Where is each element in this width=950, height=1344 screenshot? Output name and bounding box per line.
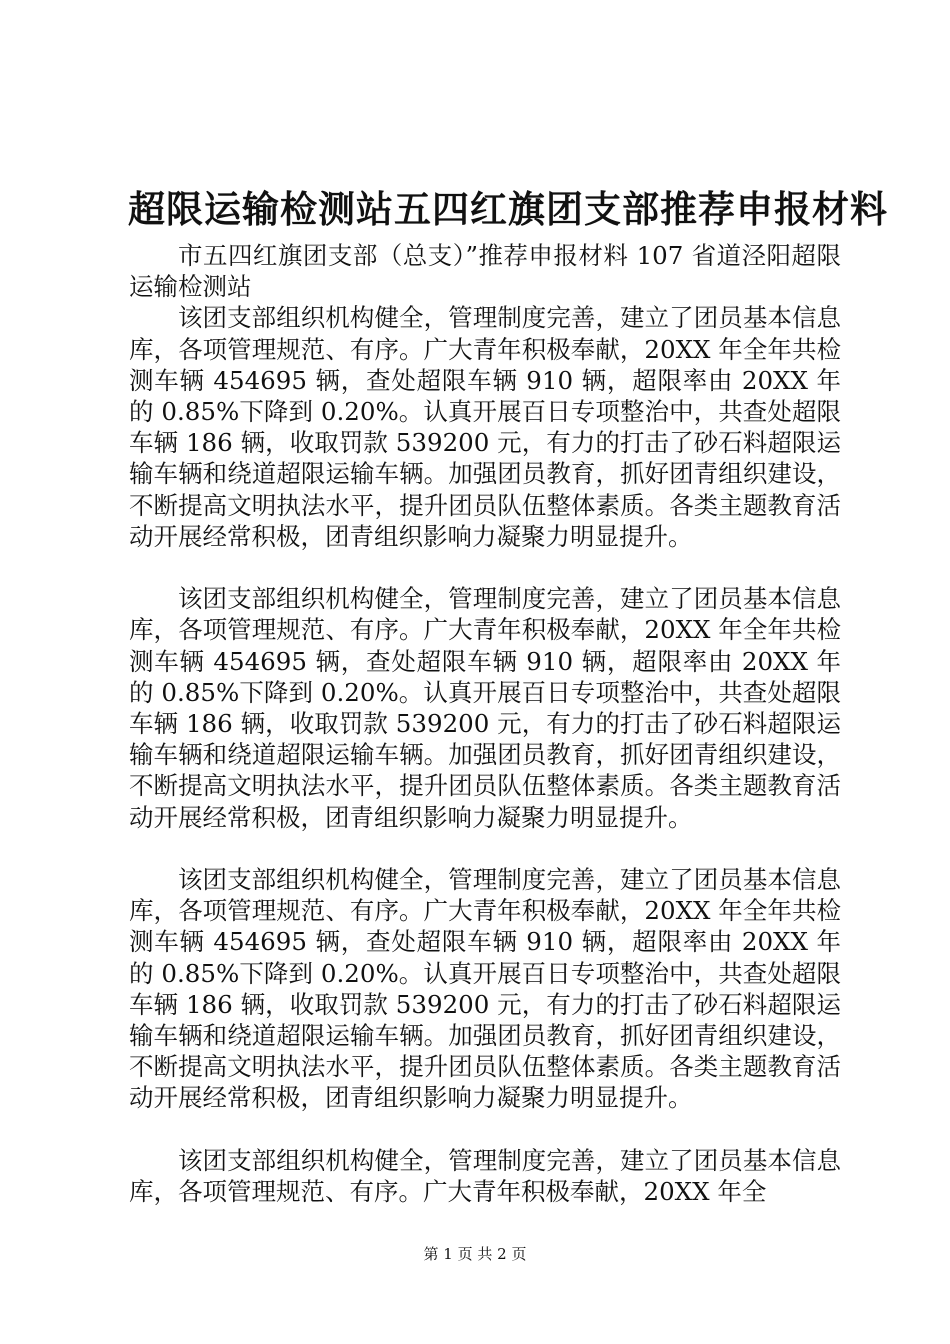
document-title: 超限运输检测站五四红旗团支部推荐申报材料	[128, 187, 888, 231]
paragraph-body-4: 该团支部组织机构健全，管理制度完善，建立了团员基本信息库，各项管理规范、有序。广大青年积极奉献，20XX 年全	[129, 1145, 841, 1207]
document-body	[129, 240, 841, 1207]
page-number-footer: 第 1 页 共 2 页	[423, 1245, 527, 1263]
paragraph-body-1: 该团支部组织机构健全，管理制度完善，建立了团员基本信息库，各项管理规范、有序。广大青年积极奉献，20XX 年全年共检测车辆 454695 辆，查处超限车辆 910 辆，超限率由 20XX 年的 0.85%下降到 0.20%。认真开展百日专项整治中，共查处超限车辆 186 辆，收取罚款 539200 元，有力的打击了砂石料超限运输车辆和绕道超限运输车辆。加强团员教育，抓好团青组织建设，不断提高文明执法水平，提升团员队伍整体素质。各类主题教育活动开展经常积极，团青组织影响力凝聚力明显提升。	[129, 303, 841, 551]
paragraph-body-3: 该团支部组织机构健全，管理制度完善，建立了团员基本信息库，各项管理规范、有序。广大青年积极奉献，20XX 年全年共检测车辆 454695 辆，查处超限车辆 910 辆，超限率由 20XX 年的 0.85%下降到 0.20%。认真开展百日专项整治中，共查处超限车辆 186 辆，收取罚款 539200 元，有力的打击了砂石料超限运输车辆和绕道超限运输车辆。加强团员教育，抓好团青组织建设，不断提高文明执法水平，提升团员队伍整体素质。各类主题教育活动开展经常积极，团青组织影响力凝聚力明显提升。	[129, 865, 841, 1113]
paragraph-intro: 市五四红旗团支部（总支）”推荐申报材料 107 省道泾阳超限运输检测站	[129, 241, 841, 302]
paragraph-body-2: 该团支部组织机构健全，管理制度完善，建立了团员基本信息库，各项管理规范、有序。广大青年积极奉献，20XX 年全年共检测车辆 454695 辆，查处超限车辆 910 辆，超限率由 20XX 年的 0.85%下降到 0.20%。认真开展百日专项整治中，共查处超限车辆 186 辆，收取罚款 539200 元，有力的打击了砂石料超限运输车辆和绕道超限运输车辆。加强团员教育，抓好团青组织建设，不断提高文明执法水平，提升团员队伍整体素质。各类主题教育活动开展经常积极，团青组织影响力凝聚力明显提升。	[129, 584, 841, 832]
